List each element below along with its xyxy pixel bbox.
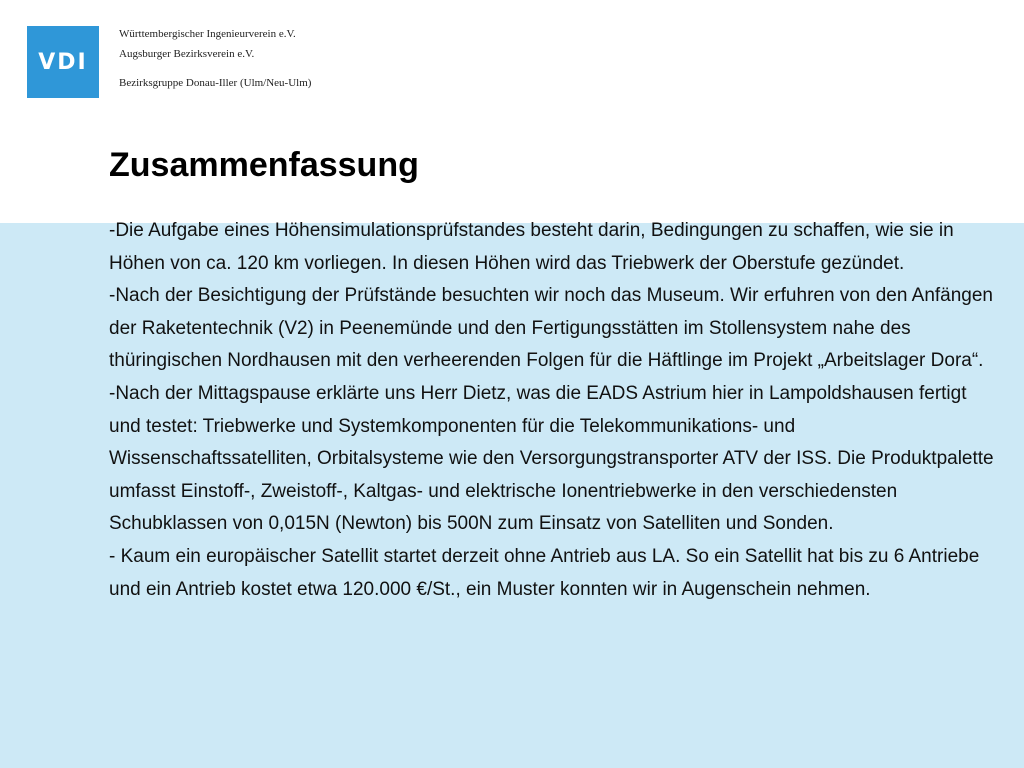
slide-title: Zusammenfassung [109,146,419,184]
vdi-logo-text: VDI [38,49,88,75]
org-line-augsburg: Augsburger Bezirksverein e.V. [119,48,255,60]
paragraph-test-stand: -Die Aufgabe eines Höhensimulationsprüfstandes besteht darin, Bedingungen zu schaffen, wie sie in Höhen von ca. 120 km vorliegen. In diesen Höhen wird das Triebwerk der Oberstufe gezündet. [109,220,954,274]
slide-body [109,215,999,606]
org-line-wuerttemberg: Württembergischer Ingenieurverein e.V. [119,28,296,40]
paragraph-astrium: -Nach der Mittagspause erklärte uns Herr Dietz, was die EADS Astrium hier in Lampoldshausen fertigt und testet: Triebwerke und Systemkomponenten für die Telekommunikations- und Wissenschaftssatelliten, Orbitalsysteme wie den Versorgungstransporter ATV der ISS. Die Produktpalette umfasst Einstoff-, Zweistoff-, Kaltgas- und elektrische Ionentriebwerke in den verschiedensten Schubklassen von 0,015N (Newton) bis 500N zum Einsatz von Satelliten und Sonden. [109,382,994,535]
paragraph-museum: -Nach der Besichtigung der Prüfstände besuchten wir noch das Museum. Wir erfuhren von den Anfängen der Raketentechnik (V2) in Peenemünde und den Fertigungsstätten im Stollensystem nahe des thüringischen Nordhausen mit den verheerenden Folgen für die Häftlinge im Projekt „Arbeitslager Dora“. [109,285,994,372]
org-line-donau-iller: Bezirksgruppe Donau-Iller (Ulm/Neu-Ulm) [119,77,312,89]
vdi-logo [27,26,99,98]
paragraph-satellite: - Kaum ein europäischer Satellit startet derzeit ohne Antrieb aus LA. So ein Satellit hat bis zu 6 Antriebe und ein Antrieb kostet etwa 120.000 €/St., ein Muster konnten wir in Augenschein nehmen. [109,545,980,600]
